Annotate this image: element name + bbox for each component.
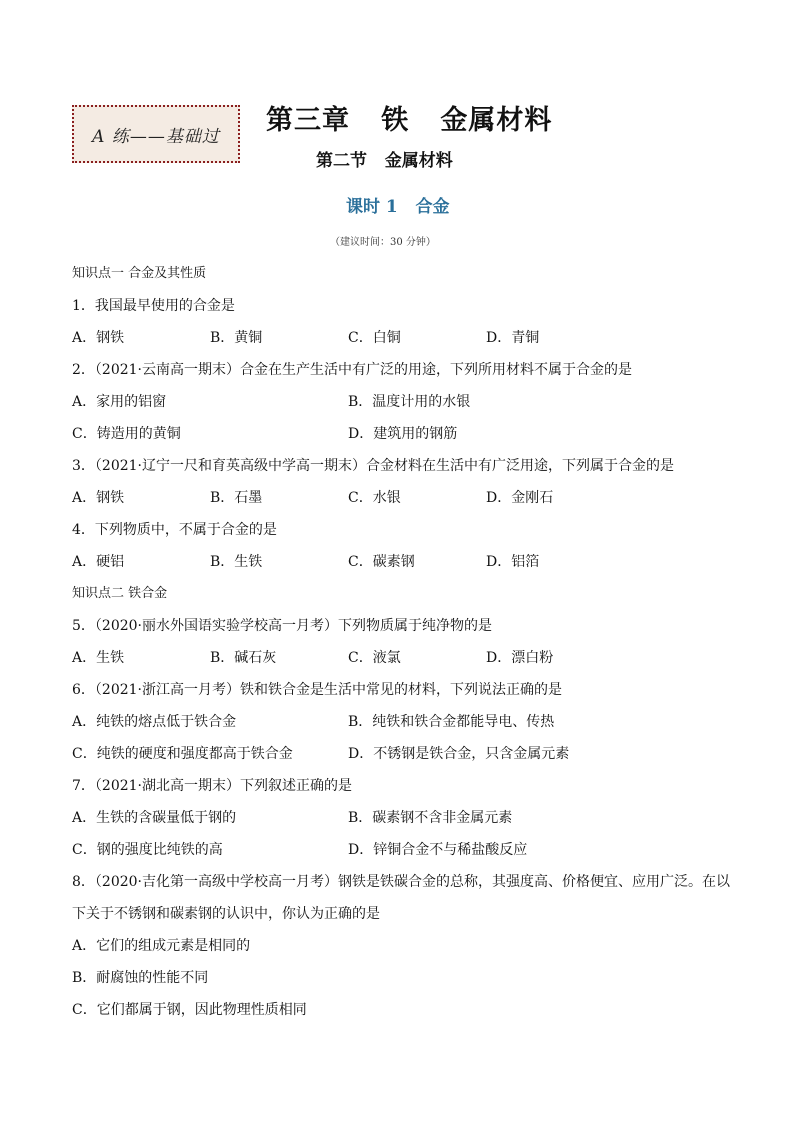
badge-text: A 练——基础过 — [92, 126, 220, 147]
question-stem: 3．（2021·辽宁一尺和育英高级中学高一期末）合金材料在生活中有广泛用途，下列属于合金的是 — [72, 458, 674, 474]
question-stem: 4．下列物质中，不属于合金的是 — [72, 522, 277, 538]
option-a: A．家用的铝窗 — [72, 394, 167, 410]
option-c: C．铸造用的黄铜 — [72, 426, 181, 442]
option-a: A．生铁的含碳量低于钢的 — [72, 810, 237, 826]
option-b: B．石墨 — [210, 490, 263, 506]
option-c: C．白铜 — [348, 330, 401, 346]
option-row — [72, 834, 732, 866]
option-d: D．青铜 — [486, 330, 540, 346]
option-c: C．碳素钢 — [348, 554, 415, 570]
option-b: B．碱石灰 — [210, 650, 277, 666]
question-stem: 8．（2020·吉化第一高级中学校高一月考）钢铁是铁碳合金的总称，其强度高、价格便宜、应用广泛。在以 — [72, 874, 730, 890]
option-row — [72, 482, 732, 514]
option-d: D．漂白粉 — [486, 650, 554, 666]
option-a: A．钢铁 — [72, 490, 125, 506]
question-stem: 2．（2021·云南高一期末）合金在生产生活中有广泛的用途，下列所用材料不属于合金的是 — [72, 362, 632, 378]
option-row — [72, 322, 732, 354]
question-stem: 1．我国最早使用的合金是 — [72, 298, 235, 314]
option-row — [72, 802, 732, 834]
question-stem: 5．（2020·丽水外国语实验学校高一月考）下列物质属于纯净物的是 — [72, 618, 492, 634]
option-c: C．纯铁的硬度和强度都高于铁合金 — [72, 746, 293, 762]
option-d: D．建筑用的钢筋 — [348, 426, 458, 442]
option-d: D．铝箔 — [486, 554, 540, 570]
option-b: B．黄铜 — [210, 330, 263, 346]
option-c: C．钢的强度比纯铁的高 — [72, 842, 223, 858]
option-a: A．纯铁的熔点低于铁合金 — [72, 714, 237, 730]
option-b: B．纯铁和铁合金都能导电、传热 — [348, 714, 555, 730]
question-stem: 7．（2021·湖北高一期末）下列叙述正确的是 — [72, 778, 352, 794]
option-row — [72, 738, 732, 770]
question-list — [72, 258, 732, 1026]
option-a: A．硬铝 — [72, 554, 125, 570]
option-b: B．耐腐蚀的性能不同 — [72, 970, 209, 986]
option-d: D．锌铜合金不与稀盐酸反应 — [348, 842, 528, 858]
option-c: C．它们都属于钢，因此物理性质相同 — [72, 1002, 307, 1018]
question-stem: 6．（2021·浙江高一月考）铁和铁合金是生活中常见的材料，下列说法正确的是 — [72, 682, 562, 698]
option-a: A．生铁 — [72, 650, 125, 666]
option-b: B．温度计用的水银 — [348, 394, 471, 410]
option-c: C．水银 — [348, 490, 401, 506]
chapter-title: 第三章 铁 金属材料 — [266, 105, 553, 136]
lesson-title: 课时 1 合金 — [346, 197, 450, 217]
suggested-time-note: （建议时间：30 分钟） — [330, 237, 436, 248]
option-row — [72, 418, 732, 450]
option-row — [72, 546, 732, 578]
section-title: 第二节 金属材料 — [316, 151, 453, 171]
option-d: D．不锈钢是铁合金，只含金属元素 — [348, 746, 570, 762]
option-c: C．液氯 — [348, 650, 401, 666]
option-row — [72, 642, 732, 674]
question-stem-continued: 下关于不锈钢和碳素钢的认识中，你认为正确的是 — [72, 906, 380, 922]
option-b: B．生铁 — [210, 554, 263, 570]
option-row — [72, 386, 732, 418]
knowledge-point-heading: 知识点二 铁合金 — [72, 586, 168, 601]
knowledge-point-heading: 知识点一 合金及其性质 — [72, 266, 207, 281]
option-a: A．钢铁 — [72, 330, 125, 346]
option-d: D．金刚石 — [486, 490, 554, 506]
option-row — [72, 706, 732, 738]
practice-level-badge — [72, 105, 240, 163]
option-b: B．碳素钢不含非金属元素 — [348, 810, 513, 826]
option-a: A．它们的组成元素是相同的 — [72, 938, 251, 954]
